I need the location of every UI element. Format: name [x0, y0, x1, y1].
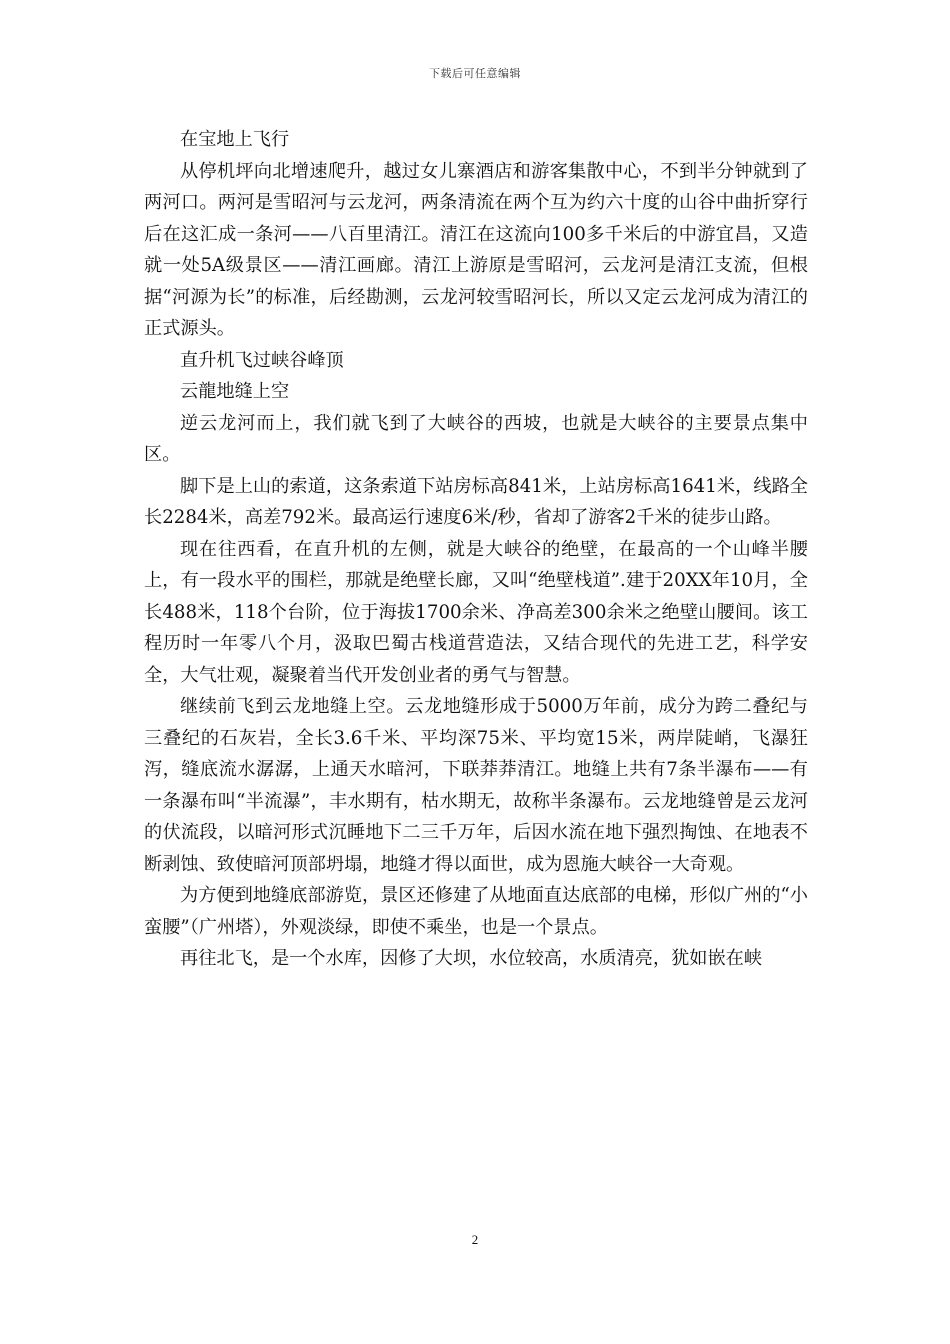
page-header: 下载后可任意编辑 — [429, 67, 521, 80]
section-heading: 在宝地上飞行 — [180, 129, 290, 150]
body-paragraph: 再往北飞，是一个水库，因修了大坝，水位较高，水质清亮，犹如嵌在峡 — [180, 948, 763, 969]
page-number: 2 — [471, 1232, 479, 1247]
section-heading: 云龍地缝上空 — [180, 381, 290, 402]
body-paragraph: 现在往西看，在直升机的左侧，就是大峡谷的绝壁，在最高的一个山峰半腰上，有一段水平的围栏，那就是绝壁长廊，又叫“绝壁栈道”.建于20XX年10月，全长488米，118个台阶，位于海拔1700余米、净高差300余米之绝壁山腰间。该工程历时一年零八个月，汲取巴蜀古栈道营造法，又结合现代的先进工艺，科学安全，大气壮观，凝聚着当代开发创业者的勇气与智慧。 — [144, 538, 808, 686]
document-body — [144, 124, 808, 975]
section-heading: 直升机飞过峡谷峰顶 — [180, 349, 344, 371]
body-paragraph: 继续前飞到云龙地缝上空。云龙地缝形成于5000万年前，成分为跨二叠纪与三叠纪的石灰岩，全长3.6千米、平均深75米、平均宽15米，两岸陡峭，飞瀑狂泻，缝底流水潺潺，上通天水暗河，下联莽莽清江。地缝上共有7条半瀑布——有一条瀑布叫“半流瀑”，丰水期有，枯水期无，故称半条瀑布。云龙地缝曾是云龙河的伏流段，以暗河形式沉睡地下二三千万年，后因水流在地下强烈掏蚀、在地表不断剥蚀、致使暗河顶部坍塌，地缝才得以面世，成为恩施大峡谷一大奇观。 — [144, 696, 808, 875]
body-paragraph: 脚下是上山的索道，这条索道下站房标高841米，上站房标高1641米，线路全长2284米，高差792米。最高运行速度6米/秒，省却了游客2千米的徒步山路。 — [144, 475, 808, 528]
body-paragraph: 为方便到地缝底部游览，景区还修建了从地面直达底部的电梯，形似广州的“小蛮腰”（广州塔），外观淡绿，即使不乘坐，也是一个景点。 — [144, 885, 808, 938]
body-paragraph: 从停机坪向北增速爬升，越过女儿寨酒店和游客集散中心，不到半分钟就到了两河口。两河是雪昭河与云龙河，两条清流在两个互为约六十度的山谷中曲折穿行后在这汇成一条河——八百里清江。清江在这流向100多千米后的中游宜昌，又造就一处5A级景区——清江画廊。清江上游原是雪昭河，云龙河是清江支流，但根据“河源为长”的标准，后经勘测，云龙河较雪昭河长，所以又定云龙河成为清江的正式源头。 — [144, 160, 808, 339]
body-paragraph: 逆云龙河而上，我们就飞到了大峡谷的西坡，也就是大峡谷的主要景点集中区。 — [144, 412, 808, 465]
